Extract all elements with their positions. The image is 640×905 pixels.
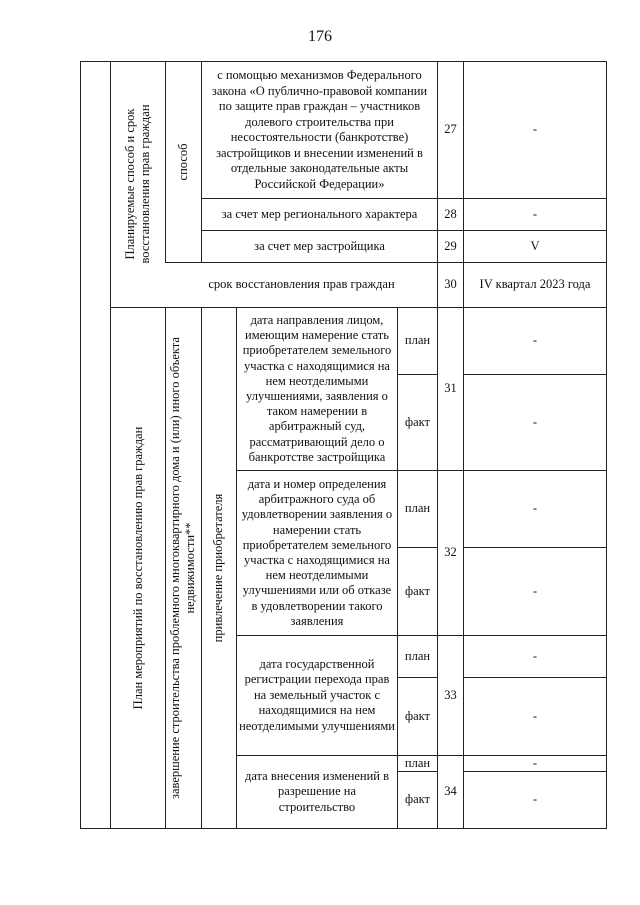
fact-value: - xyxy=(532,414,538,429)
plan-item-text: дата государственной регистрации перехода прав на земельный участок с находящимися на нем неотделимыми улучшениями xyxy=(239,656,395,733)
row-value: IV квартал 2023 года xyxy=(479,277,591,292)
fact-label: факт xyxy=(404,792,431,807)
row-number: 31 xyxy=(444,381,457,396)
row-number: 34 xyxy=(444,784,457,799)
fact-value: - xyxy=(532,708,538,723)
plan-value: - xyxy=(532,648,538,663)
plan-item-text: дата внесения изменений в разрешение на строительство xyxy=(244,768,390,814)
row-value: - xyxy=(532,122,538,137)
row-number: 33 xyxy=(444,687,457,702)
plan-value: - xyxy=(532,501,538,516)
row-number: 32 xyxy=(444,545,457,560)
row-number: 29 xyxy=(444,238,457,253)
fact-label: факт xyxy=(404,583,431,598)
fact-label: факт xyxy=(404,414,431,429)
section-plan-subtitle: завершение строительства проблемного многоквартирного дома и (или) иного объекта недвижимости** xyxy=(168,337,197,799)
plan-group-label: привлечение приобретателя xyxy=(210,493,225,643)
plan-item-text: дата направления лицом, имеющим намерение стать приобретателем земельного участка с находящимися на нем неотделимыми улучшениями, заявления о таком намерении в арбитражный суд, рассматривающий дело о банкротстве застройщика xyxy=(242,312,392,464)
section-plan-title: План мероприятий по восстановлению прав граждан xyxy=(130,426,145,710)
row-number: 30 xyxy=(444,277,457,292)
plan-label: план xyxy=(404,648,431,663)
section-restore-title: Планируемые способ и срок восстановления прав граждан xyxy=(123,104,152,264)
plan-label: план xyxy=(404,501,431,516)
row-number: 28 xyxy=(444,206,457,221)
plan-value: - xyxy=(532,755,538,770)
row-value: - xyxy=(532,206,538,221)
fact-value: - xyxy=(532,583,538,598)
method-row-text: за счет мер застройщика xyxy=(254,238,385,253)
plan-label: план xyxy=(404,755,431,770)
method-row-text: с помощью механизмов Федерального закона «О публично-правовой компании по защите прав граждан – участников долевого строительства при несостоятельности (банкротстве) застройщиков и внесении изменений в отдельные законодательные акты Российской Федерации» xyxy=(211,68,428,191)
term-row-text: срок восстановления прав граждан xyxy=(208,277,395,292)
row-value: V xyxy=(530,238,540,253)
method-row-text: за счет мер регионального характера xyxy=(221,206,418,221)
page-number: 176 xyxy=(308,28,332,45)
fact-label: факт xyxy=(404,708,431,723)
fact-value: - xyxy=(532,792,538,807)
plan-item-text: дата и номер определения арбитражного суда об удовлетворении заявления о намерении стать приобретателем земельного участка с находящимися на нем неотделимыми улучшениями или об отказе в удовлетворении такого заявления xyxy=(241,476,393,628)
plan-label: план xyxy=(404,333,431,348)
row-number: 27 xyxy=(444,122,457,137)
method-label: способ xyxy=(175,143,190,181)
plan-value: - xyxy=(532,333,538,348)
